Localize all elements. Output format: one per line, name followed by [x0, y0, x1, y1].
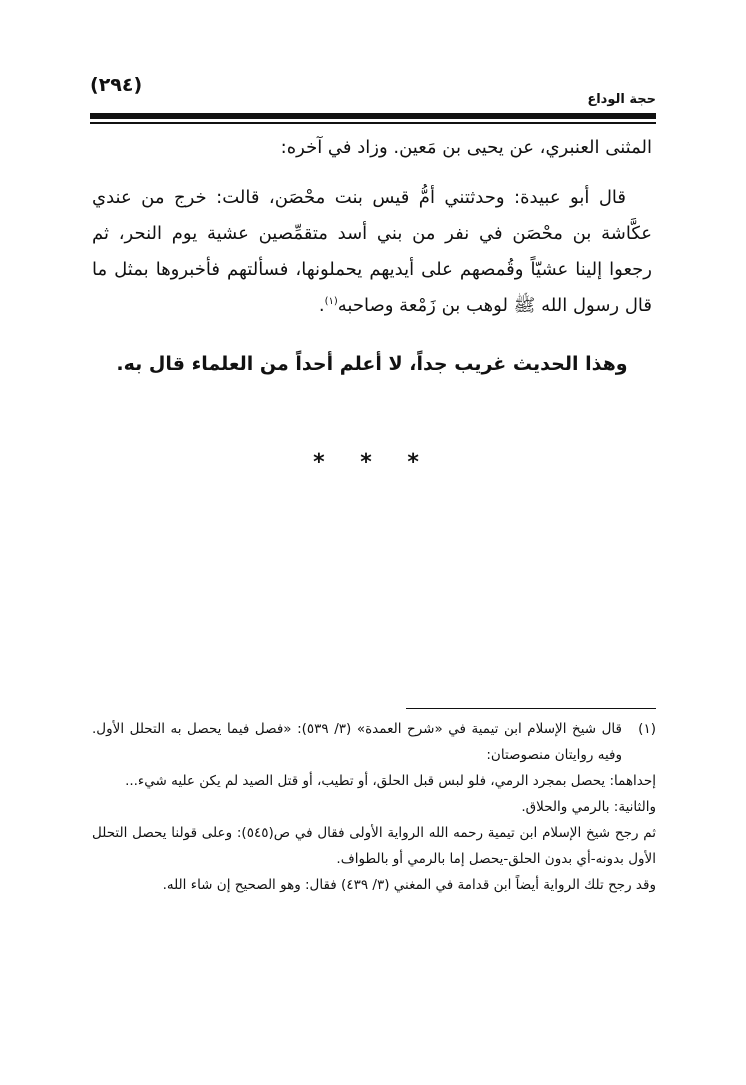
main-text: [92, 130, 652, 382]
running-title: حجة الوداع: [587, 92, 656, 107]
footnote-1: [92, 716, 656, 768]
header-rule-thin: [90, 122, 656, 124]
footnote-line-3: والثانية: بالرمي والحلاق.: [521, 799, 656, 815]
footnote-reference[interactable]: (١): [324, 296, 338, 307]
hadith-paragraph: [92, 180, 652, 324]
page-header: [90, 68, 656, 108]
continuation-line: المثنى العنبري، عن يحيى بن مَعين. وزاد في آخره:: [280, 137, 652, 158]
page-number: (٢٩٤): [90, 74, 143, 96]
footnote-marker: (١): [638, 721, 656, 737]
footnote-line-5: وقد رجح تلك الرواية أيضاً ابن قدامة في المغني (٣/ ٤٣٩) فقال: وهو الصحيح إن شاء الله.: [162, 877, 656, 893]
footnote-line-1: قال شيخ الإسلام ابن تيمية في «شرح العمدة» (٣/ ٥٣٩): «فصل فيما يحصل به التحلل الأول. وفيه روايتان منصوصتان:: [92, 721, 622, 763]
header-rule-thick: [90, 113, 656, 119]
footnote-rule: [406, 708, 656, 709]
footnote-line-4: ثم رجح شيخ الإسلام ابن تيمية رحمه الله الرواية الأولى فقال في ص(٥٤٥): وعلى قولنا يحصل التحلل الأول بدونه-أي بدون الحلق-يحصل إما بالرمي أو بالطواف.: [92, 825, 656, 867]
footnotes: [92, 716, 656, 898]
footnote-line-2: إحداهما: يحصل بمجرد الرمي، فلو لبس قبل الحلق، أو تطيب، أو قتل الصيد لم يكن عليه شيء...: [125, 773, 656, 789]
paragraph-end: .: [318, 295, 325, 316]
hadith-text: قال أبو عبيدة: وحدثتني أمُّ قيس بنت محْصَن، قالت: خرج من عندي عكَّاشة بن محْصَن في نفر من بني أسد متقمِّصين عشية يوم النحر، ثم رجعوا إلينا عشيّاً وقُمصهم على أيديهم يحملونها، فسألتهم فأخبروها بمثل ما قال رسول الله ﷺ لوهب بن زَمْعة وصاحبه: [92, 187, 652, 316]
closing-statement: وهذا الحديث غريب جداً، لا أعلم أحداً من العلماء قال به.: [116, 353, 628, 375]
section-separator: * * *: [313, 450, 433, 475]
